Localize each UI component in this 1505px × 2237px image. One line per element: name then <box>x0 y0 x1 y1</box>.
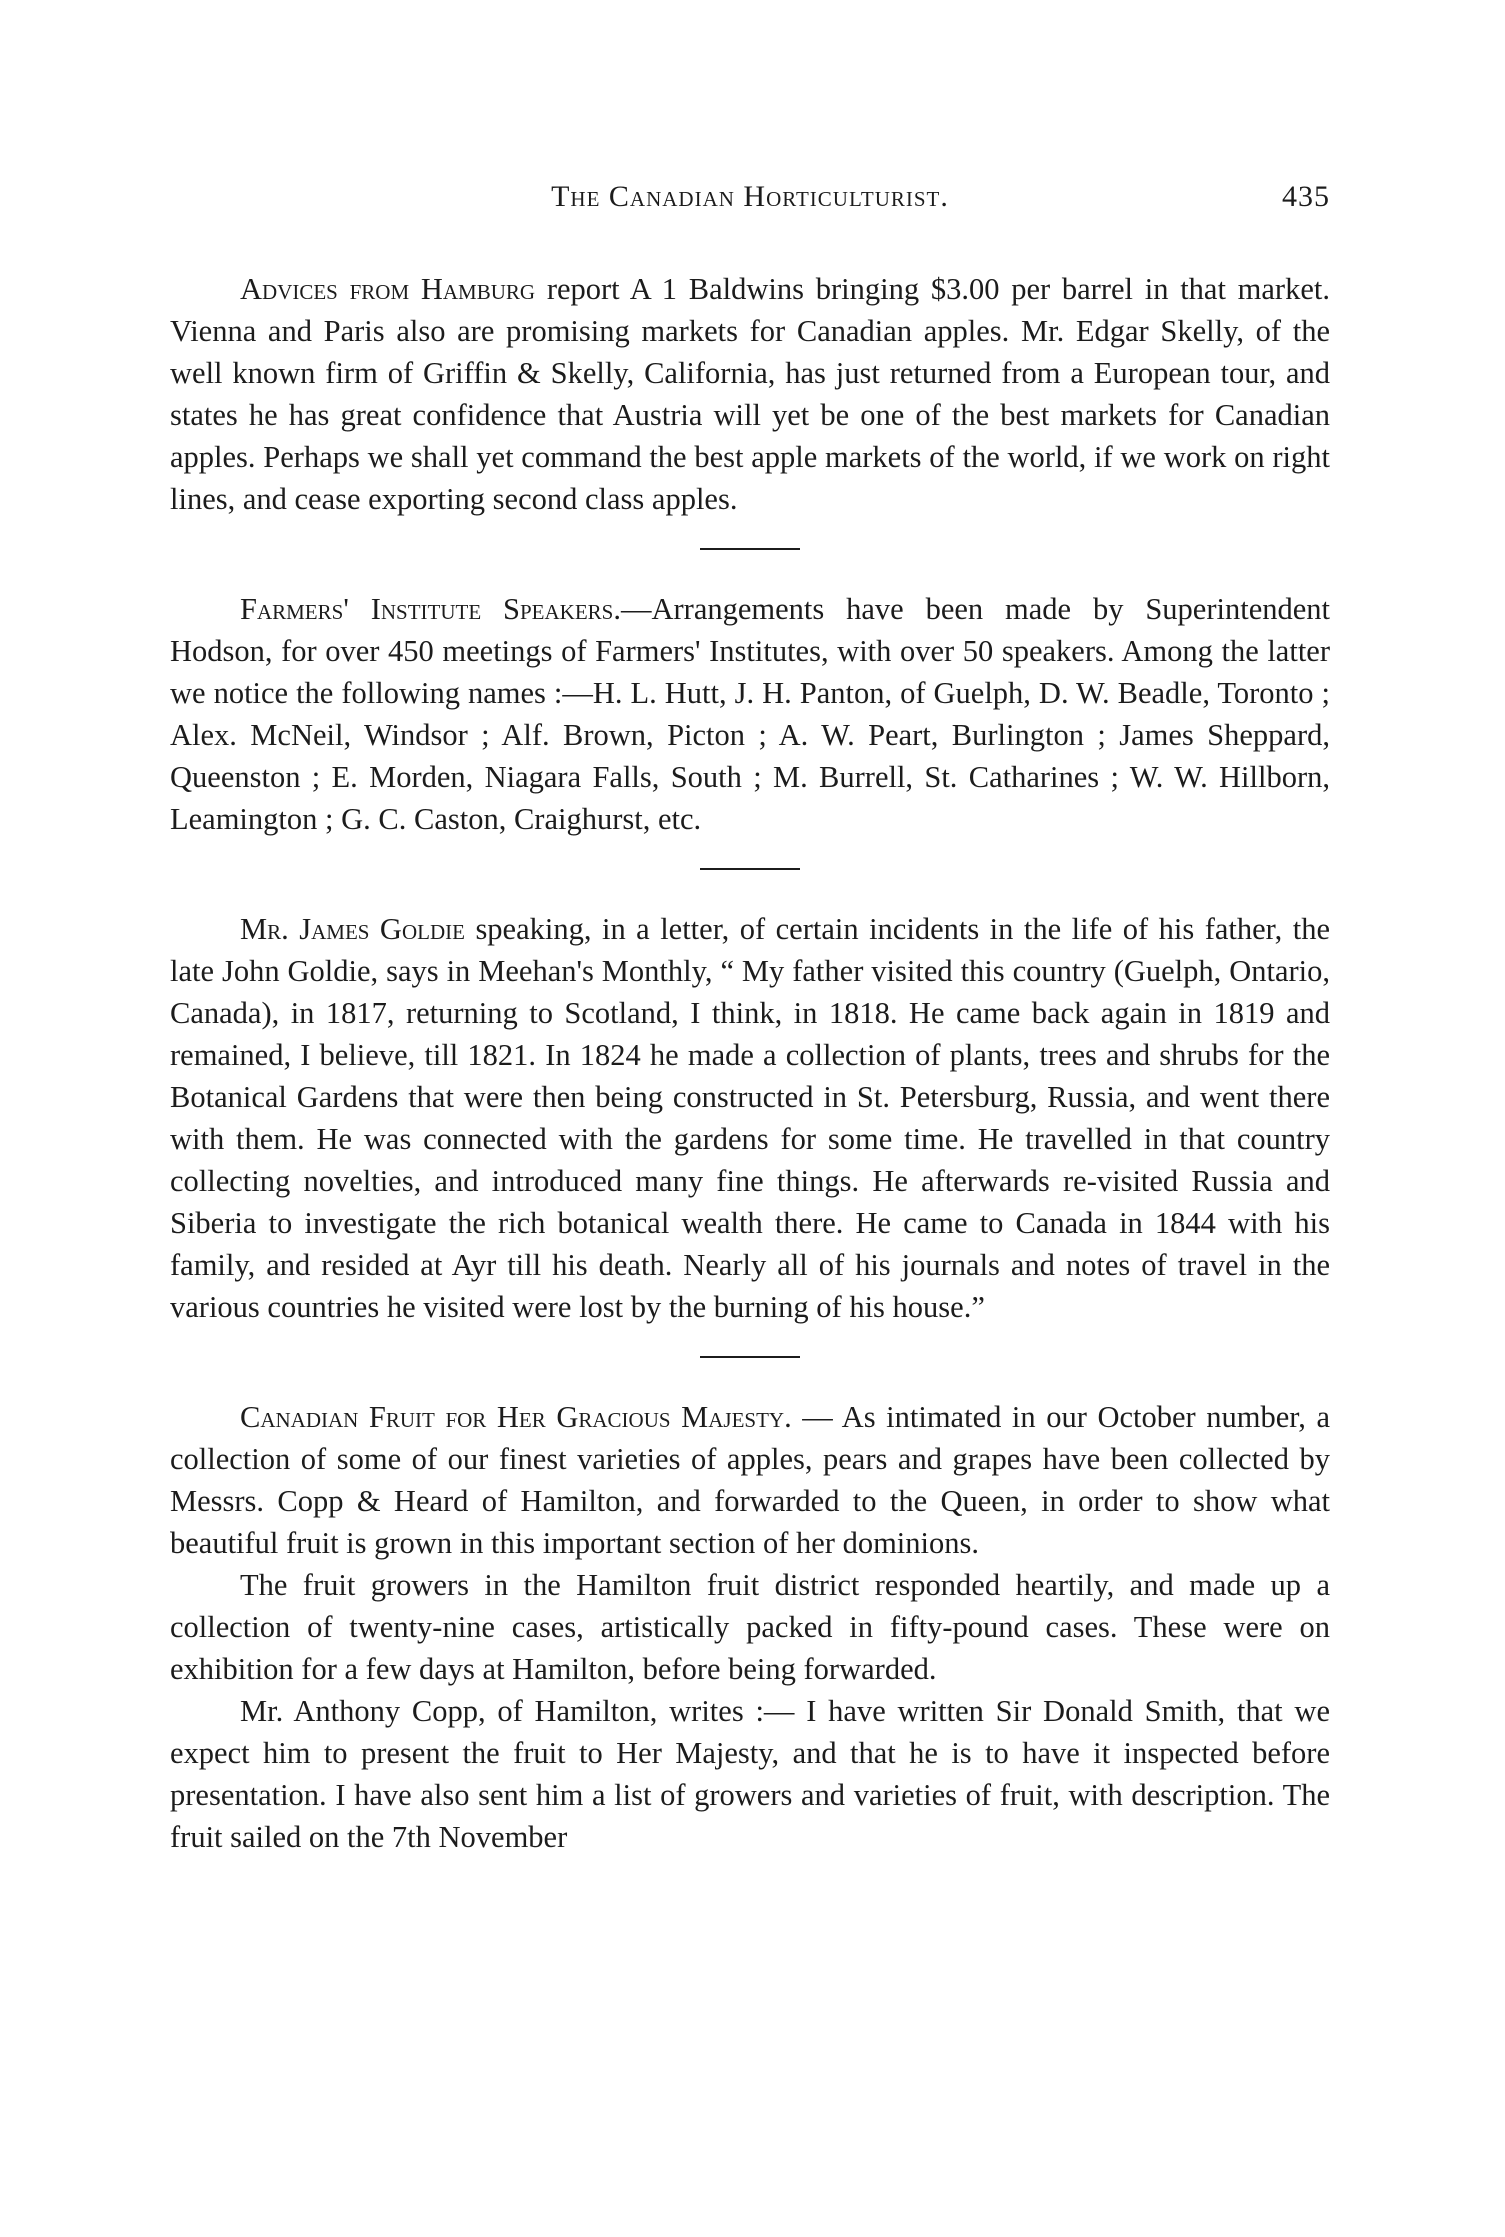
section-divider <box>700 868 800 870</box>
journal-title: The Canadian Horticulturist. <box>551 180 949 213</box>
article-institute-paragraph <box>170 588 1330 840</box>
article-goldie-body: speaking, in a letter, of certain incidents in the life of his father, the late John Goldie, says in Meehan's Monthly, “ My father visited this country (Guelph, Ontario, Canada), in 1817, returning to Scotland, I think, in 1818. He came back again in 1819 and remained, I believe, till 1821. In 1824 he made a collection of plants, trees and shrubs for the Botanical Gardens that were then being constructed in St. Petersburg, Russia, and went there with them. He was connected with the gardens for some time. He travelled in that country collecting novelties, and introduced many fine things. He afterwards re-visited Russia and Siberia to investigate the rich botanical wealth there. He came to Canada in 1844 with his family, and resided at Ayr till his death. Nearly all of his journals and notes of travel in the various countries he visited were lost by the burning of his house.” <box>170 912 1330 1324</box>
article-hamburg-body: report A 1 Baldwins bringing $3.00 per barrel in that market. Vienna and Paris also are promising markets for Canadian apples. Mr. Edgar Skelly, of the well known firm of Griffin & Skelly, California, has just returned from a European tour, and states he has great confidence that Austria will yet be one of the best markets for Canadian apples. Perhaps we shall yet command the best apple markets of the world, if we work on right lines, and cease exporting second class apples. <box>170 272 1330 516</box>
page-number: 435 <box>1282 180 1330 213</box>
running-head <box>170 180 1330 240</box>
article-goldie-lead: Mr. James Goldie <box>240 912 465 946</box>
section-divider <box>700 1356 800 1358</box>
article-fruit-lead: Canadian Fruit for Her Gracious Majesty. <box>240 1400 792 1434</box>
article-fruit-paragraph-2: The fruit growers in the Hamilton fruit district responded heartily, and made up a collection of twenty-nine cases, artistically packed in fifty-pound cases. These were on exhibition for a few days at Hamilton, before being forwarded. <box>170 1568 1330 1686</box>
section-divider <box>700 548 800 550</box>
article-hamburg-paragraph <box>170 268 1330 520</box>
document-page <box>170 180 1330 1858</box>
article-hamburg-lead: Advices from Hamburg <box>240 272 536 306</box>
article-fruit-paragraph <box>170 1396 1330 1564</box>
article-fruit-body: — As intimated in our October number, a collection of some of our finest varieties of apples, pears and grapes have been collected by Messrs. Copp & Heard of Hamilton, and forwarded to the Queen, in order to show what beautiful fruit is grown in this important section of her dominions. <box>170 1400 1330 1560</box>
article-goldie-paragraph <box>170 908 1330 1328</box>
article-institute-lead: Farmers' Institute Speakers. <box>240 592 621 626</box>
article-institute-body: —Arrangements have been made by Superintendent Hodson, for over 450 meetings of Farmers' Institutes, with over 50 speakers. Among the latter we notice the following names :—H. L. Hutt, J. H. Panton, of Guelph, D. W. Beadle, Toronto ; Alex. McNeil, Windsor ; Alf. Brown, Picton ; A. W. Peart, Burlington ; James Sheppard, Queenston ; E. Morden, Niagara Falls, South ; M. Burrell, St. Catharines ; W. W. Hillborn, Leamington ; G. C. Caston, Craighurst, etc. <box>170 592 1330 836</box>
article-fruit-paragraph-3: Mr. Anthony Copp, of Hamilton, writes :— I have written Sir Donald Smith, that we expect him to present the fruit to Her Majesty, and that he is to have it inspected before presentation. I have also sent him a list of growers and varieties of fruit, with description. The fruit sailed on the 7th November <box>170 1694 1330 1854</box>
